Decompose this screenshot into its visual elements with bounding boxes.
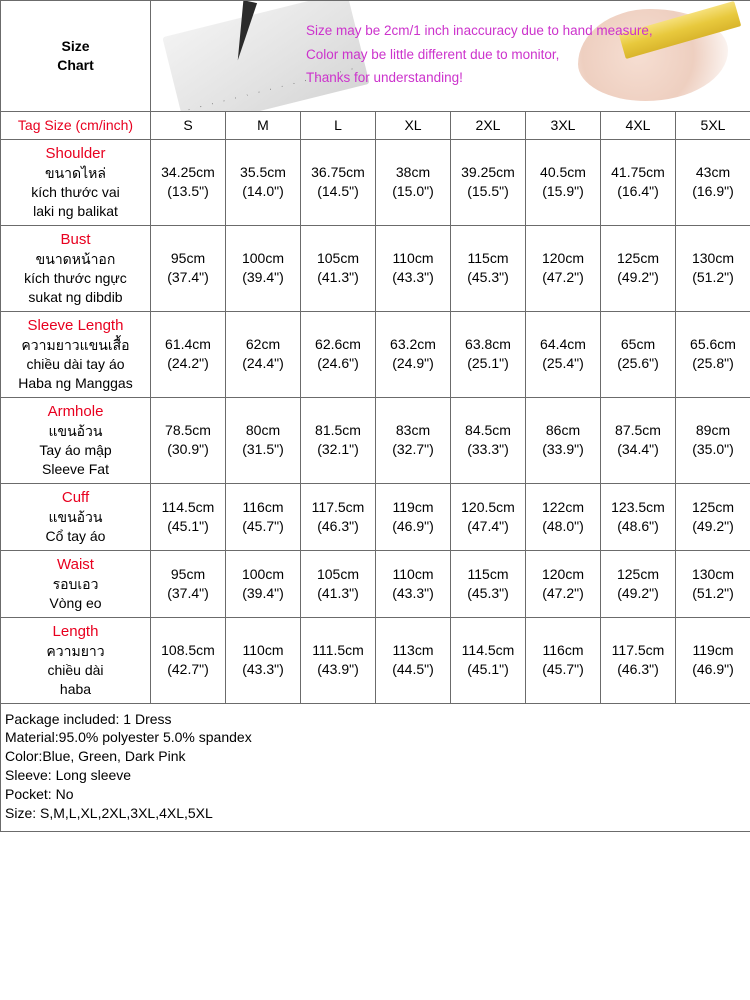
measurement-label-alt: Tay áo mập (39, 441, 112, 458)
measurement-value (451, 225, 526, 311)
value-cm: 62cm (245, 336, 281, 353)
measurement-value (151, 397, 226, 483)
size-header-xl: XL (376, 112, 451, 140)
value-cm: 83cm (395, 422, 431, 439)
product-detail-line: Color:Blue, Green, Dark Pink (5, 748, 186, 765)
value-inch: (47.2") (542, 269, 584, 286)
value-inch: (24.6") (317, 355, 359, 372)
measurement-value (151, 617, 226, 703)
measurement-value (451, 617, 526, 703)
chart-notice-cell (151, 1, 750, 112)
notice-line: Thanks for understanding! (306, 70, 463, 86)
value-cm: 115cm (467, 565, 509, 582)
value-inch: (46.9") (392, 517, 434, 534)
value-cm: 38cm (395, 164, 431, 181)
value-inch: (24.9") (392, 355, 434, 372)
value-cm: 119cm (392, 498, 434, 515)
value-cm: 119cm (692, 642, 734, 659)
value-inch: (45.1") (167, 517, 209, 534)
measurement-row (1, 617, 750, 703)
measurement-label-alt: laki ng balikat (33, 202, 118, 219)
value-inch: (49.2") (692, 517, 734, 534)
value-cm: 65.6cm (690, 336, 736, 353)
measurement-value (451, 311, 526, 397)
value-cm: 123.5cm (611, 498, 665, 515)
value-inch: (49.2") (617, 584, 659, 601)
value-inch: (16.9") (692, 183, 734, 200)
measurement-label-alt: chiều dài tay áo (26, 355, 125, 372)
chart-notice-text (306, 19, 653, 90)
value-cm: 84.5cm (465, 422, 511, 439)
value-cm: 80cm (245, 422, 281, 439)
measurement-value (676, 483, 750, 550)
value-cm: 100cm (241, 250, 285, 267)
measurement-value (151, 225, 226, 311)
value-inch: (41.3") (317, 584, 359, 601)
chart-title-line1: Size (61, 38, 90, 55)
measurement-value (676, 311, 750, 397)
value-inch: (51.2") (692, 269, 734, 286)
value-inch: (45.1") (467, 661, 509, 678)
tag-size-label: Tag Size (cm/inch) (1, 112, 151, 140)
value-cm: 120cm (541, 565, 585, 582)
value-cm: 122cm (541, 498, 585, 515)
measurement-value (226, 550, 301, 617)
value-inch: (33.3") (467, 441, 509, 458)
measurement-value (601, 617, 676, 703)
value-cm: 63.8cm (465, 336, 511, 353)
measurement-label-en: Bust (60, 230, 91, 248)
value-cm: 36.75cm (311, 164, 365, 181)
value-inch: (48.6") (617, 517, 659, 534)
value-inch: (41.3") (317, 269, 359, 286)
value-inch: (31.5") (242, 441, 284, 458)
measurement-row (1, 311, 750, 397)
measurement-value (376, 397, 451, 483)
measurement-value (601, 397, 676, 483)
value-inch: (43.9") (317, 661, 359, 678)
measurement-value (376, 550, 451, 617)
measurement-value (451, 550, 526, 617)
measurement-label-en: Armhole (47, 402, 104, 420)
value-cm: 39.25cm (461, 164, 515, 181)
value-cm: 108.5cm (161, 642, 215, 659)
measurement-value (151, 139, 226, 225)
value-inch: (44.5") (392, 661, 434, 678)
value-inch: (37.4") (167, 584, 209, 601)
measurement-label-en: Shoulder (45, 144, 106, 162)
measurement-label-alt: chiều dài (47, 661, 104, 678)
value-cm: 95cm (170, 250, 206, 267)
value-cm: 125cm (616, 565, 660, 582)
measurement-value (676, 617, 750, 703)
value-inch: (45.7") (542, 661, 584, 678)
measurement-label (1, 311, 151, 397)
value-inch: (34.4") (617, 441, 659, 458)
value-cm: 111.5cm (312, 642, 364, 659)
measurement-label-alt: ความยาว (46, 642, 105, 659)
value-inch: (45.7") (242, 517, 284, 534)
measurement-label (1, 550, 151, 617)
measurement-label (1, 617, 151, 703)
value-inch: (35.0") (692, 441, 734, 458)
value-inch: (25.4") (542, 355, 584, 372)
measurement-value (376, 311, 451, 397)
value-cm: 40.5cm (540, 164, 586, 181)
measurement-value (601, 483, 676, 550)
measurement-value (151, 311, 226, 397)
value-inch: (14.0") (242, 183, 284, 200)
value-inch: (39.4") (242, 269, 284, 286)
value-inch: (25.1") (467, 355, 509, 372)
value-inch: (39.4") (242, 584, 284, 601)
size-header-2xl: 2XL (451, 112, 526, 140)
value-cm: 113cm (392, 642, 434, 659)
measurement-value (376, 139, 451, 225)
measurement-label-en: Length (52, 622, 99, 640)
measurement-label (1, 139, 151, 225)
value-cm: 110cm (242, 642, 284, 659)
product-detail-line: Pocket: No (5, 786, 74, 803)
measurement-value (301, 311, 376, 397)
measurement-label-alt: sukat ng dibdib (28, 288, 123, 305)
value-inch: (16.4") (617, 183, 659, 200)
tag-size-row (1, 112, 750, 140)
value-inch: (43.3") (392, 269, 434, 286)
measurement-value (676, 225, 750, 311)
value-inch: (48.0") (542, 517, 584, 534)
notice-line: Size may be 2cm/1 inch inaccuracy due to hand measure, (306, 23, 653, 38)
measurement-value (151, 483, 226, 550)
measurement-row (1, 225, 750, 311)
value-inch: (15.9") (542, 183, 584, 200)
measurement-label-alt: ขนาดหน้าอก (35, 251, 116, 268)
value-inch: (47.2") (542, 584, 584, 601)
measurement-value (376, 225, 451, 311)
value-cm: 43cm (695, 164, 731, 181)
value-inch: (25.8") (692, 355, 734, 372)
value-cm: 105cm (316, 250, 360, 267)
notice-line: Color may be little different due to monitor, (306, 46, 560, 62)
measurement-value (226, 139, 301, 225)
value-cm: 114.5cm (161, 498, 215, 515)
chart-title-line2: Chart (57, 57, 94, 73)
value-cm: 125cm (691, 498, 735, 515)
measurement-value (526, 225, 601, 311)
measurement-label (1, 225, 151, 311)
value-cm: 130cm (691, 250, 735, 267)
size-header-s: S (151, 112, 226, 140)
value-cm: 117.5cm (311, 498, 365, 515)
measurement-label-alt: Sleeve Fat (42, 460, 109, 477)
measurement-value (376, 483, 451, 550)
measurement-value (601, 550, 676, 617)
measurement-row (1, 397, 750, 483)
size-header-3xl: 3XL (526, 112, 601, 140)
value-inch: (46.9") (692, 661, 734, 678)
measurement-label-alt: Cổ tay áo (45, 527, 106, 544)
measurement-value (526, 550, 601, 617)
value-inch: (30.9") (167, 441, 209, 458)
measurement-value (601, 139, 676, 225)
measurement-value (301, 550, 376, 617)
product-detail-line: Package included: 1 Dress (5, 710, 172, 727)
measurement-value (601, 311, 676, 397)
measurement-value (676, 139, 750, 225)
value-cm: 100cm (241, 565, 285, 582)
value-inch: (42.7") (167, 661, 209, 678)
value-inch: (25.6") (617, 355, 659, 372)
measurement-value (526, 311, 601, 397)
value-inch: (43.3") (242, 661, 284, 678)
value-inch: (47.4") (467, 517, 509, 534)
value-cm: 115cm (467, 250, 509, 267)
measurement-label-en: Waist (57, 555, 94, 573)
measurement-value (526, 483, 601, 550)
value-cm: 116cm (542, 642, 584, 659)
value-cm: 81.5cm (315, 422, 361, 439)
chart-title (1, 1, 151, 112)
measurement-value (226, 617, 301, 703)
value-inch: (14.5") (317, 183, 359, 200)
measurement-value (526, 139, 601, 225)
value-inch: (49.2") (617, 269, 659, 286)
measurement-row (1, 483, 750, 550)
size-header-l: L (301, 112, 376, 140)
measurement-label-alt: kích thước ngực (24, 269, 127, 286)
value-inch: (45.3") (467, 269, 509, 286)
value-cm: 114.5cm (461, 642, 515, 659)
value-cm: 86cm (545, 422, 581, 439)
measurement-value (301, 483, 376, 550)
measurement-value (301, 617, 376, 703)
value-cm: 110cm (392, 565, 434, 582)
value-cm: 41.75cm (611, 164, 665, 181)
measurement-value (451, 397, 526, 483)
value-inch: (24.2") (167, 355, 209, 372)
measurement-label-en: Sleeve Length (27, 316, 124, 334)
footer-row (1, 703, 750, 831)
value-cm: 61.4cm (165, 336, 211, 353)
measurement-label-alt: kích thước vai (31, 184, 120, 201)
value-cm: 64.4cm (540, 336, 586, 353)
value-cm: 105cm (316, 565, 360, 582)
value-cm: 63.2cm (390, 336, 436, 353)
value-inch: (32.1") (317, 441, 359, 458)
value-inch: (45.3") (467, 584, 509, 601)
product-detail-line: Sleeve: Long sleeve (5, 767, 132, 784)
chart-header-row (1, 1, 750, 112)
measurement-label-alt: Vòng eo (49, 594, 102, 611)
measurement-value (526, 617, 601, 703)
value-cm: 110cm (392, 250, 434, 267)
product-details (1, 703, 750, 831)
value-cm: 65cm (620, 336, 656, 353)
value-cm: 62.6cm (315, 336, 361, 353)
measurement-value (451, 139, 526, 225)
value-inch: (15.0") (392, 183, 434, 200)
value-inch: (32.7") (392, 441, 434, 458)
measurement-label-alt: รอบเอว (52, 575, 99, 592)
value-cm: 130cm (691, 565, 735, 582)
measurement-value (301, 225, 376, 311)
measurement-row (1, 550, 750, 617)
product-detail-line: Size: S,M,L,XL,2XL,3XL,4XL,5XL (5, 805, 213, 822)
value-inch: (33.9") (542, 441, 584, 458)
product-detail-line: Material:95.0% polyester 5.0% spandex (5, 729, 252, 746)
measurement-value (226, 311, 301, 397)
measurement-label (1, 483, 151, 550)
measurement-value (301, 139, 376, 225)
value-cm: 95cm (170, 565, 206, 582)
measurement-value (676, 550, 750, 617)
measurement-label-alt: แขนอ้วน (48, 422, 103, 439)
measurement-value (676, 397, 750, 483)
measurement-label-alt: haba (59, 680, 92, 697)
value-inch: (15.5") (467, 183, 509, 200)
value-inch: (37.4") (167, 269, 209, 286)
value-inch: (46.3") (317, 517, 359, 534)
measurement-label-alt: ความยาวแขนเสื้อ (21, 336, 130, 353)
measurement-value (226, 225, 301, 311)
value-cm: 87.5cm (615, 422, 661, 439)
value-cm: 78.5cm (165, 422, 211, 439)
value-cm: 120.5cm (461, 498, 515, 515)
measurement-value (226, 483, 301, 550)
measurement-value (301, 397, 376, 483)
value-inch: (51.2") (692, 584, 734, 601)
value-cm: 120cm (541, 250, 585, 267)
measurement-value (451, 483, 526, 550)
size-header-m: M (226, 112, 301, 140)
measurement-row (1, 139, 750, 225)
measurement-label-alt: ขนาดไหล่ (45, 165, 106, 182)
value-cm: 35.5cm (240, 164, 286, 181)
value-cm: 116cm (242, 498, 284, 515)
size-header-5xl: 5XL (676, 112, 750, 140)
value-cm: 89cm (695, 422, 731, 439)
measurement-value (151, 550, 226, 617)
value-cm: 125cm (616, 250, 660, 267)
measurement-label (1, 397, 151, 483)
measurement-label-alt: Haba ng Manggas (18, 374, 133, 391)
value-inch: (43.3") (392, 584, 434, 601)
measurement-label-en: Cuff (61, 488, 90, 506)
value-cm: 117.5cm (611, 642, 665, 659)
measurement-value (226, 397, 301, 483)
value-cm: 34.25cm (161, 164, 215, 181)
measurement-label-alt: แขนอ้วน (48, 508, 103, 525)
measurement-value (376, 617, 451, 703)
measurement-value (601, 225, 676, 311)
value-inch: (13.5") (167, 183, 209, 200)
measurement-value (526, 397, 601, 483)
size-header-4xl: 4XL (601, 112, 676, 140)
value-inch: (24.4") (242, 355, 284, 372)
value-inch: (46.3") (617, 661, 659, 678)
